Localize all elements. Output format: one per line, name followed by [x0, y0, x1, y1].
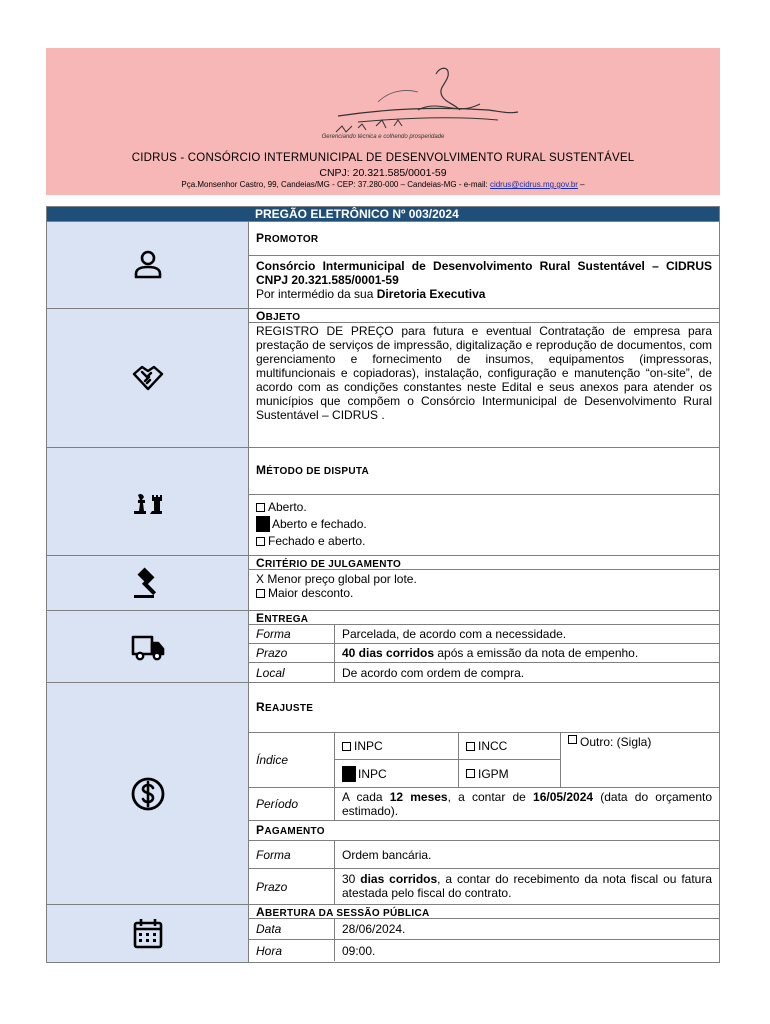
reajuste-periodo-row	[249, 788, 719, 821]
reajuste-heading: REAJUSTE	[249, 683, 719, 733]
entrega-forma-row	[249, 625, 719, 644]
truck-icon	[130, 629, 166, 665]
value: 40 dias corridos após a emissão da nota de empenho.	[342, 646, 639, 660]
entrega-local-row	[249, 663, 719, 682]
label: Hora	[249, 940, 335, 961]
label: Prazo	[249, 644, 335, 662]
pagamento-prazo-row	[249, 869, 719, 904]
index-inpc[interactable]: INPC	[335, 733, 458, 760]
section-metodo	[47, 448, 719, 556]
value: De acordo com ordem de compra.	[342, 665, 525, 680]
icon-cell	[47, 556, 249, 610]
checkbox-checked[interactable]	[256, 516, 270, 532]
promotor-via: Por intermédio da sua Diretoria Executiva	[256, 287, 486, 301]
section-abertura	[47, 905, 719, 962]
criterio-options	[249, 570, 719, 610]
icon-cell	[47, 905, 249, 962]
label: Forma	[249, 625, 335, 643]
label: Local	[249, 663, 335, 682]
icon-cell	[47, 448, 249, 555]
entrega-prazo-row	[249, 644, 719, 663]
entrega-heading: ENTREGA	[249, 611, 719, 625]
value: 28/06/2024.	[342, 922, 406, 936]
abertura-heading: ABERTURA DA SESSÃO PÚBLICA	[249, 905, 719, 919]
promotor-heading: PROMOTOR	[249, 222, 719, 256]
promotor-body	[249, 256, 719, 308]
objeto-text: REGISTRO DE PREÇO para futura e eventual Contratação de empresa para prestação de serviços de impressão, digitalização e reprodução de documentos, com gerenciamento e fornecimento de insumos, equipamentos (impressoras, multifuncionais e copiadoras), instalação, configuração e manutenção “on-site”, de acordo com as condições constantes neste Edital e seus anexos para atender os municípios que compõem o Consórcio Intermunicipal de Desenvolvimento Rural Sustentável – CIDRUS .	[256, 324, 712, 422]
section-objeto	[47, 309, 719, 448]
index-incc[interactable]: INCC	[459, 733, 560, 760]
label: Índice	[249, 733, 335, 787]
option-maior-desconto[interactable]: Maior desconto.	[256, 586, 712, 600]
option-aberto[interactable]: Aberto.	[256, 499, 712, 516]
checkbox[interactable]	[256, 503, 265, 512]
option-fechado-aberto[interactable]: Fechado e aberto.	[256, 533, 712, 550]
section-criterio	[47, 556, 719, 611]
value: Parcelada, de acordo com a necessidade.	[342, 627, 567, 641]
icon-cell	[47, 683, 249, 904]
promotor-name: Consórcio Intermunicipal de Desenvolvimento Rural Sustentável – CIDRUS CNPJ 20.321.585/0001-59	[256, 259, 712, 287]
dollar-coin-icon	[130, 776, 166, 812]
abertura-hora-row	[249, 940, 719, 961]
address-suffix: –	[577, 180, 585, 189]
index-outro[interactable]: Outro: (Sigla)	[561, 733, 719, 787]
section-reajuste-pagamento	[47, 683, 719, 905]
handshake-icon	[130, 360, 166, 396]
section-promotor	[47, 222, 719, 309]
value: 09:00.	[342, 943, 376, 958]
slogan: Gerenciando técnica e colhendo prosperidade	[321, 134, 445, 140]
label: Forma	[249, 841, 335, 868]
value: 30 dias corridos, a contar do recebimento da nota fiscal ou fatura atestada pelo fiscal do contrato.	[342, 872, 716, 900]
pagamento-forma-row	[249, 841, 719, 869]
label: Data	[249, 919, 335, 939]
criterio-heading: CRITÉRIO DE JULGAMENTO	[249, 556, 719, 570]
icon-cell	[47, 611, 249, 682]
letterhead	[46, 48, 720, 195]
option-menor-preco[interactable]: X Menor preço global por lote.	[256, 572, 417, 586]
index-igpm[interactable]: IGPM	[459, 760, 560, 787]
chess-icon	[130, 484, 166, 520]
address-text: Pça.Monsenhor Castro, 99, Candeias/MG - CEP: 37.280-000 – Candeias-MG - e-mail:	[181, 180, 490, 189]
abertura-data-row	[249, 919, 719, 940]
icon-cell	[47, 309, 249, 447]
pagamento-heading: PAGAMENTO	[249, 821, 719, 841]
option-aberto-fechado[interactable]: Aberto e fechado.	[256, 516, 712, 533]
metodo-heading: MÉTODO DE DISPUTA	[249, 448, 719, 495]
objeto-heading: OBJETO	[249, 309, 719, 323]
document-title: PREGÃO ELETRÔNICO Nº 003/2024	[47, 207, 719, 222]
icon-cell	[47, 222, 249, 308]
email-link[interactable]: cidrus@cidrus.mg.gov.br	[489, 180, 578, 189]
calendar-icon	[130, 916, 166, 952]
reajuste-indice-row	[249, 733, 719, 788]
org-address	[46, 180, 720, 189]
value: A cada 12 meses, a contar de 16/05/2024 (data do orçamento estimado).	[342, 790, 716, 818]
summary-table	[46, 206, 720, 963]
checkbox[interactable]	[256, 537, 265, 546]
gavel-icon	[130, 565, 166, 601]
metodo-options	[249, 495, 719, 555]
checkbox[interactable]	[256, 589, 265, 598]
org-name: CIDRUS - CONSÓRCIO INTERMUNICIPAL DE DESENVOLVIMENTO RURAL SUSTENTÁVEL	[131, 152, 635, 164]
index-inpc-checked[interactable]: INPC	[335, 760, 458, 787]
cidrus-logo	[318, 54, 528, 146]
label: Prazo	[249, 869, 335, 904]
section-entrega	[47, 611, 719, 683]
value: Ordem bancária.	[342, 847, 432, 862]
org-cnpj: CNPJ: 20.321.585/0001-59	[319, 167, 447, 179]
label: Período	[249, 788, 335, 820]
person-icon	[130, 247, 166, 283]
